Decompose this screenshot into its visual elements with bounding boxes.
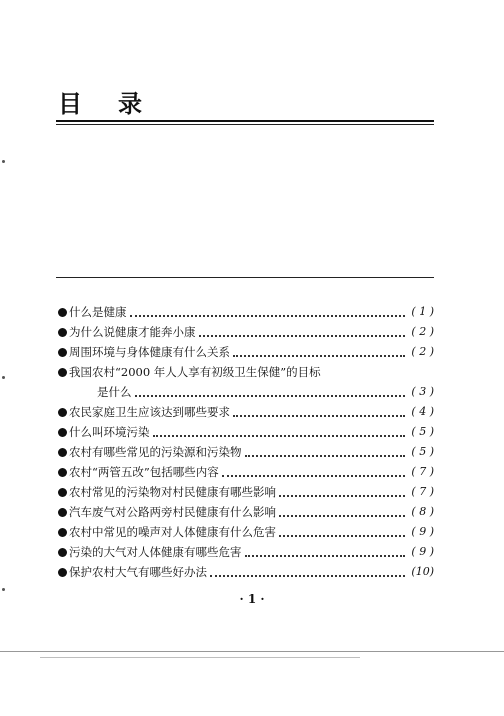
toc-entry[interactable] — [58, 362, 434, 382]
dot-leader — [245, 543, 406, 557]
toc-entry[interactable] — [58, 502, 434, 522]
toc-entry-title: 我国农村“2000 年人人享有初级卫生保健”的目标 — [69, 365, 321, 379]
bullet-icon — [58, 348, 67, 357]
toc-entry-page: ( 8 ) — [411, 505, 434, 518]
scan-speck — [2, 376, 5, 379]
dot-leader — [279, 503, 405, 517]
dot-leader — [130, 303, 406, 317]
toc-entry-page: ( 4 ) — [411, 405, 434, 418]
scan-edge-line — [40, 657, 360, 658]
section-rule — [56, 277, 434, 278]
toc-entry-continuation[interactable] — [58, 382, 434, 402]
toc-entry[interactable] — [58, 322, 434, 342]
title-rule — [56, 120, 434, 122]
toc-entry-title: 农村“两管五改”包括哪些内容 — [69, 465, 219, 479]
bullet-icon — [58, 488, 67, 497]
toc-entry-page: ( 1 ) — [411, 305, 434, 318]
toc-entry-page: ( 9 ) — [411, 525, 434, 538]
toc-entry-page: (10) — [411, 565, 434, 578]
dot-leader — [153, 423, 406, 437]
bullet-icon — [58, 408, 67, 417]
toc-entry[interactable] — [58, 402, 434, 422]
scan-speck — [2, 588, 5, 591]
page-number: · 1 · — [239, 592, 265, 606]
toc-entry-title: 农民家庭卫生应该达到哪些要求 — [69, 405, 230, 419]
bullet-icon — [58, 368, 67, 377]
toc-entry[interactable] — [58, 562, 434, 582]
title-rule-thin — [56, 124, 434, 125]
bullet-icon — [58, 528, 67, 537]
toc-entry[interactable] — [58, 422, 434, 442]
toc-entry-page: ( 9 ) — [411, 545, 434, 558]
bullet-icon — [58, 468, 67, 477]
bullet-icon — [58, 548, 67, 557]
toc-entry-title: 为什么说健康才能奔小康 — [69, 325, 196, 339]
bullet-icon — [58, 328, 67, 337]
toc-entry-title: 农村有哪些常见的污染源和污染物 — [69, 445, 242, 459]
scan-edge-line — [0, 651, 504, 652]
toc-entry-page: ( 5 ) — [411, 425, 434, 438]
toc-entry[interactable] — [58, 482, 434, 502]
toc-entry-title: 什么叫环境污染 — [69, 425, 150, 439]
bullet-icon — [58, 448, 67, 457]
toc-entry-title: 农村中常见的噪声对人体健康有什么危害 — [69, 525, 276, 539]
dot-leader — [233, 403, 405, 417]
dot-leader — [135, 383, 406, 397]
bullet-icon — [58, 308, 67, 317]
toc-entry-page: ( 5 ) — [411, 445, 434, 458]
toc-entry-title: 污染的大气对人体健康有哪些危害 — [69, 545, 242, 559]
toc-entry-page: ( 2 ) — [411, 345, 434, 358]
dot-leader — [279, 483, 405, 497]
dot-leader — [210, 563, 405, 577]
dot-leader — [245, 443, 406, 457]
toc-entry-page: ( 7 ) — [411, 485, 434, 498]
toc-entry[interactable] — [58, 302, 434, 322]
scan-speck — [2, 160, 5, 163]
dot-leader — [199, 323, 406, 337]
toc-entry[interactable] — [58, 522, 434, 542]
title-char-1: 目 — [58, 90, 82, 118]
bullet-icon — [58, 568, 67, 577]
title-char-2: 录 — [118, 90, 142, 118]
bullet-icon — [58, 508, 67, 517]
toc-entry-page: ( 7 ) — [411, 465, 434, 478]
toc-entry[interactable] — [58, 542, 434, 562]
dot-leader — [233, 343, 405, 357]
toc-entry[interactable] — [58, 442, 434, 462]
table-of-contents — [58, 302, 434, 582]
toc-entry-title: 农村常见的污染物对村民健康有哪些影响 — [69, 485, 276, 499]
toc-entry-page: ( 2 ) — [411, 325, 434, 338]
dot-leader — [279, 523, 405, 537]
bullet-icon — [58, 428, 67, 437]
dot-leader — [222, 463, 405, 477]
toc-entry-title: 什么是健康 — [69, 305, 127, 319]
toc-entry[interactable] — [58, 342, 434, 362]
toc-entry-title: 周围环境与身体健康有什么关系 — [69, 345, 230, 359]
toc-entry-title: 汽车废气对公路两旁村民健康有什么影响 — [69, 505, 276, 519]
toc-entry-title: 保护农村大气有哪些好办法 — [69, 565, 207, 579]
toc-entry-title: 是什么 — [97, 385, 132, 399]
toc-entry-page: ( 3 ) — [411, 385, 434, 398]
toc-entry[interactable] — [58, 462, 434, 482]
